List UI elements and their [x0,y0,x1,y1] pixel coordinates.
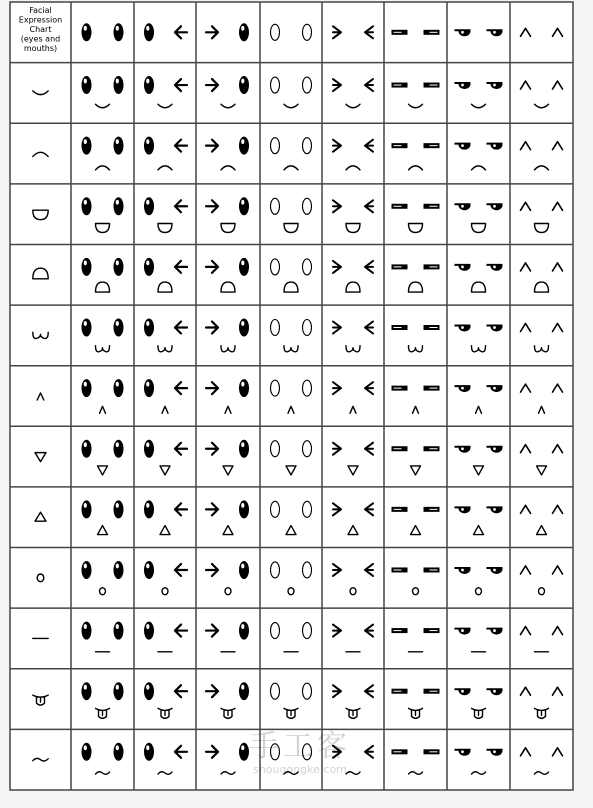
eye-highlight [461,265,464,268]
oval-eye [114,682,124,700]
eye-highlight [241,442,244,447]
chart-header-line: Chart [29,25,52,34]
eye-highlight [241,745,244,750]
eye-highlight [146,79,149,84]
chart-header-line: (eyes and [20,34,61,44]
eye-highlight [84,685,87,690]
oval-eye [144,500,154,518]
eye-highlight [146,624,149,629]
oval-eye [239,23,249,41]
eye-highlight [241,624,244,629]
oval-eye [114,76,124,94]
eye-highlight [241,321,244,326]
eye-highlight [493,629,496,632]
oval-eye [144,561,154,579]
oval-eye [82,622,92,640]
oval-eye [239,440,249,458]
eye-highlight [146,26,149,31]
oval-eye [82,379,92,397]
oval-eye [82,23,92,41]
eye-highlight [116,624,119,629]
eye-highlight [84,503,87,508]
oval-eye [114,197,124,215]
eye-highlight [241,685,244,690]
eye-highlight [116,26,119,31]
oval-eye [239,682,249,700]
eye-highlight [146,745,149,750]
oval-eye [114,500,124,518]
oval-eye [144,379,154,397]
oval-eye [114,440,124,458]
eye-highlight [461,750,464,753]
oval-eye [239,76,249,94]
eye-highlight [493,750,496,753]
eye-highlight [84,382,87,387]
eye-highlight [461,508,464,511]
eye-highlight [461,629,464,632]
eye-highlight [241,139,244,144]
eye-highlight [84,564,87,569]
chart-header-line: mouths) [23,44,58,53]
oval-eye [114,622,124,640]
oval-eye [82,197,92,215]
oval-eye [114,23,124,41]
eye-highlight [461,84,464,87]
grid-frame [10,2,573,790]
eye-highlight [493,205,496,208]
oval-eye [82,319,92,337]
eye-highlight [241,200,244,205]
oval-eye [82,561,92,579]
eye-highlight [461,569,464,572]
eye-highlight [84,260,87,265]
oval-eye [239,743,249,761]
eye-highlight [461,690,464,693]
oval-eye [144,319,154,337]
oval-eye [239,197,249,215]
eye-highlight [84,442,87,447]
oval-eye [114,258,124,276]
eye-highlight [461,387,464,390]
oval-eye [239,137,249,155]
oval-eye [82,258,92,276]
eye-highlight [116,382,119,387]
eye-highlight [493,31,496,34]
eye-highlight [493,326,496,329]
eye-highlight [241,260,244,265]
eye-highlight [461,326,464,329]
oval-eye [144,23,154,41]
eye-highlight [84,321,87,326]
eye-highlight [493,144,496,147]
oval-eye [114,743,124,761]
oval-eye [144,137,154,155]
eye-highlight [84,624,87,629]
eye-highlight [116,442,119,447]
oval-eye [82,682,92,700]
eye-highlight [84,26,87,31]
eye-highlight [116,79,119,84]
eye-highlight [461,205,464,208]
eye-highlight [84,139,87,144]
oval-eye [114,319,124,337]
oval-eye [239,561,249,579]
oval-eye [239,258,249,276]
eye-highlight [116,139,119,144]
eye-highlight [146,260,149,265]
oval-eye [82,743,92,761]
eye-highlight [84,745,87,750]
oval-eye [82,440,92,458]
oval-eye [82,76,92,94]
oval-eye [144,76,154,94]
oval-eye [144,622,154,640]
oval-eye [144,197,154,215]
eye-highlight [146,200,149,205]
eye-highlight [241,382,244,387]
eye-highlight [116,200,119,205]
eye-highlight [146,321,149,326]
oval-eye [82,500,92,518]
oval-eye [82,137,92,155]
eye-highlight [116,321,119,326]
eye-highlight [493,569,496,572]
oval-eye [239,500,249,518]
eye-highlight [116,685,119,690]
eye-highlight [116,564,119,569]
eye-highlight [146,139,149,144]
eye-highlight [241,79,244,84]
eye-highlight [116,745,119,750]
eye-highlight [116,503,119,508]
chart-header-line: Expression [18,15,63,25]
oval-eye [239,379,249,397]
oval-eye [144,743,154,761]
eye-highlight [493,447,496,450]
oval-eye [144,258,154,276]
eye-highlight [241,503,244,508]
oval-eye [239,622,249,640]
oval-eye [114,137,124,155]
eye-highlight [461,447,464,450]
chart-header-line: Facial [29,6,52,15]
eye-highlight [461,31,464,34]
eye-highlight [241,564,244,569]
eye-highlight [146,685,149,690]
eye-highlight [493,508,496,511]
eye-highlight [146,442,149,447]
eye-highlight [146,564,149,569]
eye-highlight [461,144,464,147]
oval-eye [144,440,154,458]
eye-highlight [493,387,496,390]
oval-eye [239,319,249,337]
oval-eye [144,682,154,700]
eye-highlight [493,690,496,693]
eye-highlight [241,26,244,31]
oval-eye [114,379,124,397]
eye-highlight [84,200,87,205]
eye-highlight [146,503,149,508]
eye-highlight [146,382,149,387]
oval-eye [114,561,124,579]
eye-highlight [493,84,496,87]
eye-highlight [493,265,496,268]
eye-highlight [84,79,87,84]
eye-highlight [116,260,119,265]
